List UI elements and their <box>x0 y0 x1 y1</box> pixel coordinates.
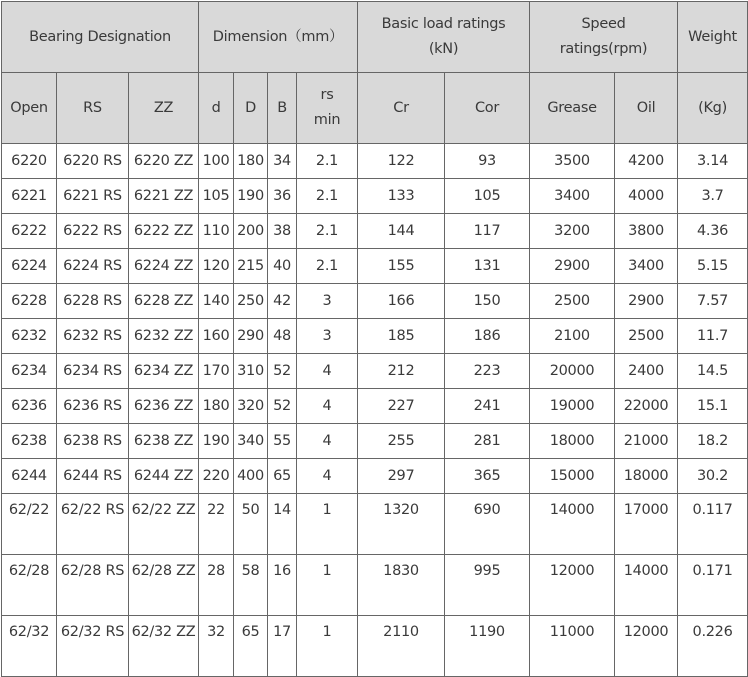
cor-cell: 93 <box>445 144 530 179</box>
load-ratings-line2: (kN) <box>428 41 459 57</box>
rs-min-cell: 1 <box>297 494 358 555</box>
cr-cell: 212 <box>358 354 445 389</box>
weight-cell: 5.15 <box>678 249 748 284</box>
kg-header: (Kg) <box>678 73 748 144</box>
grease-cell: 11000 <box>530 616 615 677</box>
rs-cell: 6221 RS <box>57 179 129 214</box>
cor-cell: 223 <box>445 354 530 389</box>
bearing-spec-table <box>1 1 748 677</box>
zz-cell: 62/28 ZZ <box>129 555 199 616</box>
cr-cell: 122 <box>358 144 445 179</box>
oil-cell: 3400 <box>615 249 678 284</box>
oil-cell: 18000 <box>615 459 678 494</box>
zz-cell: 6244 ZZ <box>129 459 199 494</box>
grease-cell: 3200 <box>530 214 615 249</box>
speed-ratings-line1: Speed <box>581 16 626 32</box>
open-cell: 6228 <box>2 284 57 319</box>
cor-cell: 117 <box>445 214 530 249</box>
rs-cell: 62/32 RS <box>57 616 129 677</box>
rs-min-cell: 1 <box>297 616 358 677</box>
width-B-cell: 52 <box>268 354 297 389</box>
zz-cell: 6238 ZZ <box>129 424 199 459</box>
zz-cell: 6222 ZZ <box>129 214 199 249</box>
weight-cell: 30.2 <box>678 459 748 494</box>
oil-cell: 4000 <box>615 179 678 214</box>
weight-cell: 18.2 <box>678 424 748 459</box>
rs-cell: 6236 RS <box>57 389 129 424</box>
header-sub-row <box>2 73 748 144</box>
load-ratings-line1: Basic load ratings <box>381 16 506 32</box>
cor-header: Cor <box>445 73 530 144</box>
zz-cell: 6224 ZZ <box>129 249 199 284</box>
rs-cell: 6224 RS <box>57 249 129 284</box>
rs-min-cell: 4 <box>297 354 358 389</box>
rs-min-cell: 1 <box>297 555 358 616</box>
cr-cell: 144 <box>358 214 445 249</box>
oil-cell: 17000 <box>615 494 678 555</box>
width-B-cell: 55 <box>268 424 297 459</box>
width-B-cell: 17 <box>268 616 297 677</box>
table-row <box>2 389 748 424</box>
weight-cell: 3.7 <box>678 179 748 214</box>
weight-cell: 0.226 <box>678 616 748 677</box>
rs-min-cell: 3 <box>297 284 358 319</box>
rs-cell: 6238 RS <box>57 424 129 459</box>
table-row <box>2 179 748 214</box>
weight-header: Weight <box>678 2 748 73</box>
zz-cell: 6232 ZZ <box>129 319 199 354</box>
outer-D-cell: 200 <box>234 214 268 249</box>
outer-D-header: D <box>234 73 268 144</box>
cor-cell: 186 <box>445 319 530 354</box>
cr-cell: 2110 <box>358 616 445 677</box>
weight-cell: 11.7 <box>678 319 748 354</box>
outer-D-cell: 190 <box>234 179 268 214</box>
cor-cell: 105 <box>445 179 530 214</box>
oil-cell: 2500 <box>615 319 678 354</box>
cr-header: Cr <box>358 73 445 144</box>
oil-cell: 14000 <box>615 555 678 616</box>
bore-d-cell: 170 <box>199 354 234 389</box>
width-B-cell: 52 <box>268 389 297 424</box>
rs-min-cell: 4 <box>297 389 358 424</box>
oil-cell: 2900 <box>615 284 678 319</box>
rs-min-cell: 2.1 <box>297 249 358 284</box>
cor-cell: 690 <box>445 494 530 555</box>
grease-cell: 15000 <box>530 459 615 494</box>
table-body <box>2 144 748 677</box>
outer-D-cell: 180 <box>234 144 268 179</box>
open-cell: 6224 <box>2 249 57 284</box>
bore-d-cell: 32 <box>199 616 234 677</box>
oil-header: Oil <box>615 73 678 144</box>
rs-min-line1: rs <box>320 87 334 103</box>
bore-d-cell: 105 <box>199 179 234 214</box>
open-cell: 6236 <box>2 389 57 424</box>
rs-cell: 6234 RS <box>57 354 129 389</box>
oil-cell: 4200 <box>615 144 678 179</box>
weight-cell: 15.1 <box>678 389 748 424</box>
bore-d-cell: 190 <box>199 424 234 459</box>
table-row <box>2 214 748 249</box>
cr-cell: 1320 <box>358 494 445 555</box>
cr-cell: 166 <box>358 284 445 319</box>
weight-cell: 0.117 <box>678 494 748 555</box>
open-cell: 6232 <box>2 319 57 354</box>
open-cell: 62/28 <box>2 555 57 616</box>
speed-ratings-line2: ratings(rpm) <box>559 41 648 57</box>
cr-cell: 1830 <box>358 555 445 616</box>
outer-D-cell: 290 <box>234 319 268 354</box>
rs-min-header <box>297 73 358 144</box>
open-cell: 6222 <box>2 214 57 249</box>
grease-header: Grease <box>530 73 615 144</box>
grease-cell: 2900 <box>530 249 615 284</box>
weight-cell: 4.36 <box>678 214 748 249</box>
outer-D-cell: 58 <box>234 555 268 616</box>
open-cell: 62/32 <box>2 616 57 677</box>
oil-cell: 3800 <box>615 214 678 249</box>
bore-d-cell: 110 <box>199 214 234 249</box>
oil-cell: 2400 <box>615 354 678 389</box>
outer-D-cell: 65 <box>234 616 268 677</box>
grease-cell: 2500 <box>530 284 615 319</box>
grease-cell: 2100 <box>530 319 615 354</box>
table-row <box>2 459 748 494</box>
cr-cell: 185 <box>358 319 445 354</box>
outer-D-cell: 400 <box>234 459 268 494</box>
outer-D-cell: 250 <box>234 284 268 319</box>
bore-d-cell: 120 <box>199 249 234 284</box>
cor-cell: 1190 <box>445 616 530 677</box>
rs-min-cell: 2.1 <box>297 144 358 179</box>
zz-cell: 62/22 ZZ <box>129 494 199 555</box>
bore-d-cell: 100 <box>199 144 234 179</box>
oil-cell: 21000 <box>615 424 678 459</box>
rs-cell: 62/22 RS <box>57 494 129 555</box>
outer-D-cell: 340 <box>234 424 268 459</box>
cr-cell: 297 <box>358 459 445 494</box>
open-cell: 6234 <box>2 354 57 389</box>
table-row <box>2 319 748 354</box>
bore-d-cell: 22 <box>199 494 234 555</box>
table-row <box>2 494 748 555</box>
table-row <box>2 354 748 389</box>
bore-d-cell: 140 <box>199 284 234 319</box>
outer-D-cell: 310 <box>234 354 268 389</box>
bore-d-header: d <box>199 73 234 144</box>
zz-cell: 6236 ZZ <box>129 389 199 424</box>
weight-cell: 3.14 <box>678 144 748 179</box>
width-B-cell: 40 <box>268 249 297 284</box>
open-header: Open <box>2 73 57 144</box>
rs-cell: 6228 RS <box>57 284 129 319</box>
open-cell: 6238 <box>2 424 57 459</box>
outer-D-cell: 215 <box>234 249 268 284</box>
cor-cell: 365 <box>445 459 530 494</box>
open-cell: 62/22 <box>2 494 57 555</box>
rs-cell: 6244 RS <box>57 459 129 494</box>
width-B-cell: 42 <box>268 284 297 319</box>
cor-cell: 131 <box>445 249 530 284</box>
outer-D-cell: 50 <box>234 494 268 555</box>
weight-cell: 14.5 <box>678 354 748 389</box>
grease-cell: 12000 <box>530 555 615 616</box>
rs-min-cell: 3 <box>297 319 358 354</box>
table-row <box>2 555 748 616</box>
oil-cell: 22000 <box>615 389 678 424</box>
cr-cell: 133 <box>358 179 445 214</box>
cr-cell: 255 <box>358 424 445 459</box>
zz-cell: 6234 ZZ <box>129 354 199 389</box>
table-row <box>2 249 748 284</box>
cor-cell: 995 <box>445 555 530 616</box>
rs-cell: 6232 RS <box>57 319 129 354</box>
width-B-cell: 36 <box>268 179 297 214</box>
rs-cell: 6222 RS <box>57 214 129 249</box>
rs-cell: 62/28 RS <box>57 555 129 616</box>
table-row <box>2 616 748 677</box>
bore-d-cell: 220 <box>199 459 234 494</box>
grease-cell: 20000 <box>530 354 615 389</box>
cr-cell: 227 <box>358 389 445 424</box>
grease-cell: 19000 <box>530 389 615 424</box>
rs-min-line2: min <box>313 112 341 128</box>
cor-cell: 281 <box>445 424 530 459</box>
designation-header: Bearing Designation <box>2 2 199 73</box>
width-B-cell: 34 <box>268 144 297 179</box>
width-B-header: B <box>268 73 297 144</box>
bore-d-cell: 160 <box>199 319 234 354</box>
oil-cell: 12000 <box>615 616 678 677</box>
grease-cell: 18000 <box>530 424 615 459</box>
table-row <box>2 424 748 459</box>
table-row <box>2 284 748 319</box>
width-B-cell: 65 <box>268 459 297 494</box>
load-ratings-header <box>358 2 530 73</box>
zz-cell: 6220 ZZ <box>129 144 199 179</box>
bore-d-cell: 180 <box>199 389 234 424</box>
outer-D-cell: 320 <box>234 389 268 424</box>
rs-min-cell: 4 <box>297 459 358 494</box>
open-cell: 6244 <box>2 459 57 494</box>
open-cell: 6220 <box>2 144 57 179</box>
table-row <box>2 144 748 179</box>
cr-cell: 155 <box>358 249 445 284</box>
grease-cell: 14000 <box>530 494 615 555</box>
rs-min-cell: 2.1 <box>297 214 358 249</box>
grease-cell: 3400 <box>530 179 615 214</box>
zz-cell: 62/32 ZZ <box>129 616 199 677</box>
bore-d-cell: 28 <box>199 555 234 616</box>
rs-min-cell: 4 <box>297 424 358 459</box>
width-B-cell: 14 <box>268 494 297 555</box>
rs-header: RS <box>57 73 129 144</box>
cor-cell: 241 <box>445 389 530 424</box>
width-B-cell: 16 <box>268 555 297 616</box>
header-group-row <box>2 2 748 73</box>
zz-header: ZZ <box>129 73 199 144</box>
zz-cell: 6221 ZZ <box>129 179 199 214</box>
weight-cell: 0.171 <box>678 555 748 616</box>
open-cell: 6221 <box>2 179 57 214</box>
rs-min-cell: 2.1 <box>297 179 358 214</box>
zz-cell: 6228 ZZ <box>129 284 199 319</box>
width-B-cell: 48 <box>268 319 297 354</box>
rs-cell: 6220 RS <box>57 144 129 179</box>
grease-cell: 3500 <box>530 144 615 179</box>
speed-ratings-header <box>530 2 678 73</box>
dimension-header: Dimension（mm） <box>199 2 358 73</box>
width-B-cell: 38 <box>268 214 297 249</box>
weight-cell: 7.57 <box>678 284 748 319</box>
cor-cell: 150 <box>445 284 530 319</box>
